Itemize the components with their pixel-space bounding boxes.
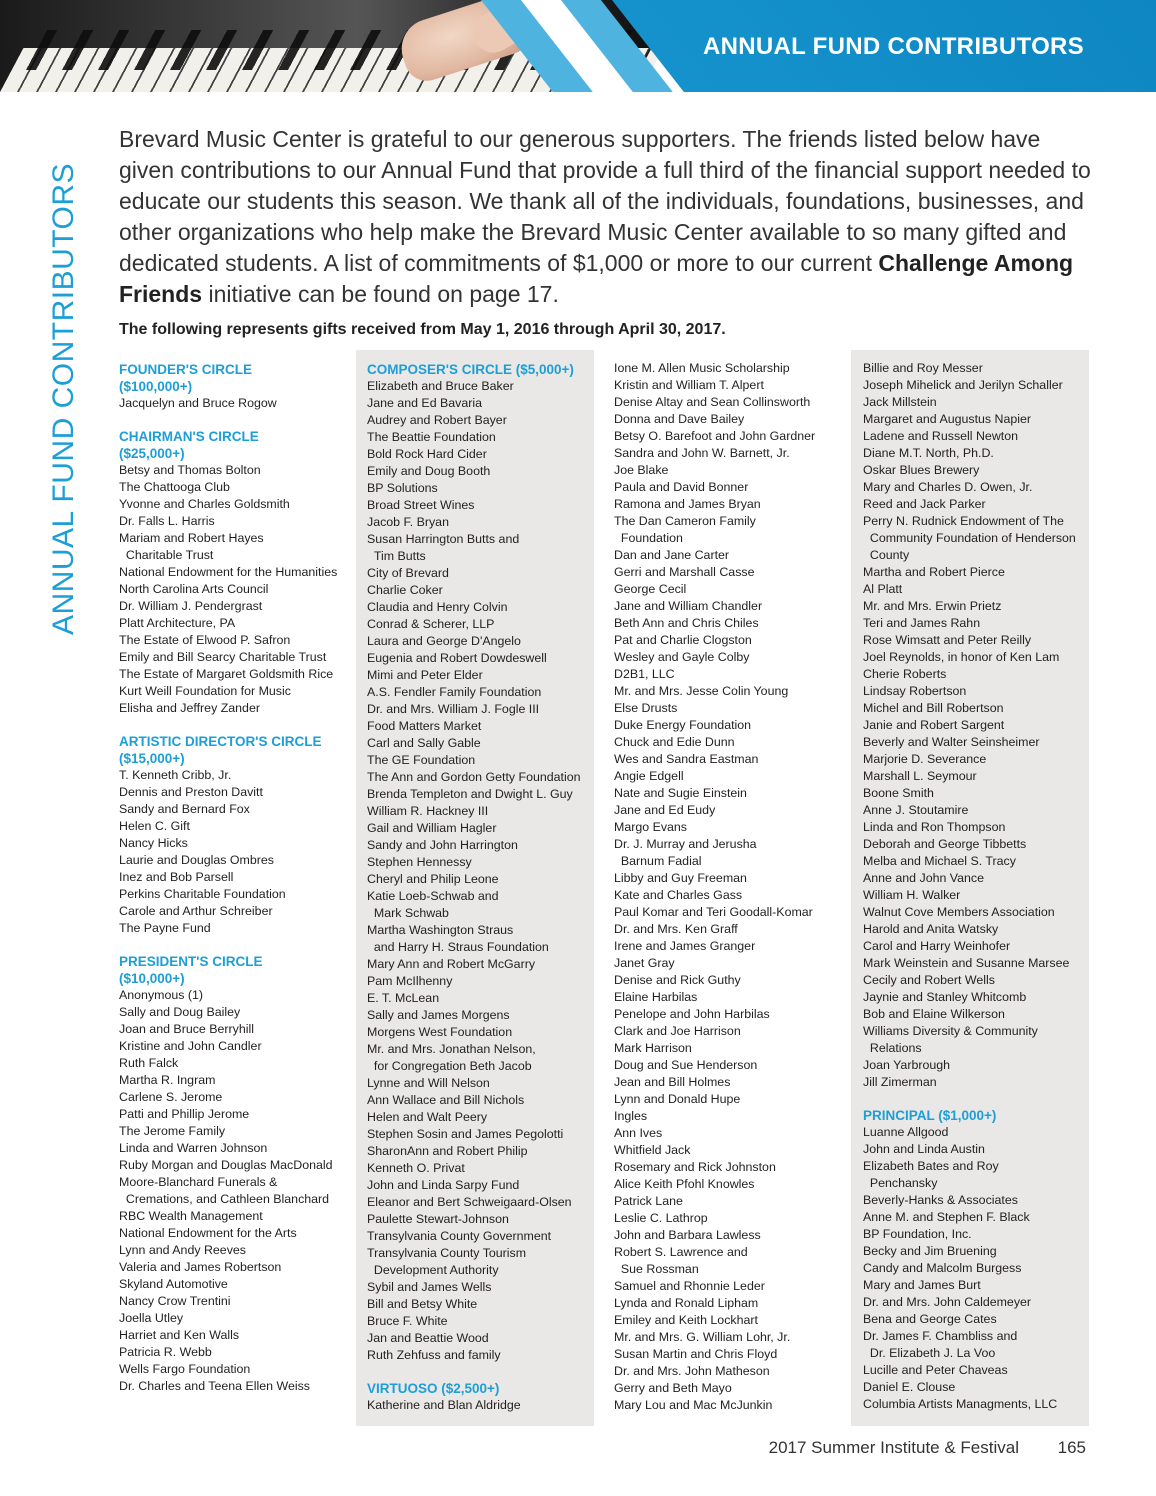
donor-name: Boone Smith	[863, 786, 934, 800]
donor-name: E. T. McLean	[367, 991, 440, 1005]
donor-name: Inez and Bob Parsell	[119, 870, 234, 884]
donor-name: Kurt Weill Foundation for Music	[119, 684, 291, 698]
donor-name: Dr. Falls L. Harris	[119, 514, 215, 528]
donor-name: County	[863, 548, 910, 562]
donor-name: National Endowment for the Arts	[119, 1226, 297, 1240]
donor-name: Michel and Bill Robertson	[863, 701, 1004, 715]
donor-name: Pam McIlhenny	[367, 974, 453, 988]
donor-name: Food Matters Market	[367, 719, 482, 733]
donor-name: Dennis and Preston Davitt	[119, 785, 263, 799]
donor-name: Rosemary and Rick Johnston	[614, 1160, 776, 1174]
donor-name: Chuck and Edie Dunn	[614, 735, 735, 749]
donor-name: The Ann and Gordon Getty Foundation	[367, 770, 581, 784]
donor-list	[367, 1397, 594, 1414]
donor-name: Tim Butts	[367, 549, 426, 563]
donor-name: Emiley and Keith Lockhart	[614, 1313, 758, 1327]
donor-name: Anne and John Vance	[863, 871, 985, 885]
donor-name: Moore-Blanchard Funerals &	[119, 1175, 278, 1189]
donor-name: Pat and Charlie Clogston	[614, 633, 752, 647]
donor-name: Beverly and Walter Seinsheimer	[863, 735, 1040, 749]
donor-name: Cheryl and Philip Leone	[367, 872, 499, 886]
donor-name: Janet Gray	[614, 956, 675, 970]
donor-name: Mark Harrison	[614, 1041, 692, 1055]
donor-name: Wesley and Gayle Colby	[614, 650, 750, 664]
donor-name: Margaret and Augustus Napier	[863, 412, 1032, 426]
donor-name: Columbia Artists Managments, LLC	[863, 1397, 1058, 1411]
donor-name: Nate and Sugie Einstein	[614, 786, 747, 800]
donor-name: Cherie Roberts	[863, 667, 947, 681]
donor-name: Dan and Jane Carter	[614, 548, 730, 562]
donor-column-2	[356, 350, 594, 1426]
donor-name: Betsy and Thomas Bolton	[119, 463, 261, 477]
donor-name: Development Authority	[367, 1263, 499, 1277]
donor-name: RBC Wealth Management	[119, 1209, 263, 1223]
donor-name: Mary and James Burt	[863, 1278, 981, 1292]
donor-name: Valeria and James Robertson	[119, 1260, 282, 1274]
donor-name: Elisha and Jeffrey Zander	[119, 701, 260, 715]
header-banner	[0, 0, 1156, 92]
donor-name: Leslie C. Lathrop	[614, 1211, 708, 1225]
donor-name: Doug and Sue Henderson	[614, 1058, 758, 1072]
donor-list	[119, 767, 351, 937]
donor-name: Marshall L. Seymour	[863, 769, 977, 783]
donor-name: The Beattie Foundation	[367, 430, 496, 444]
donor-name: Emily and Bill Searcy Charitable Trust	[119, 650, 327, 664]
section-title: ANNUAL FUND CONTRIBUTORS	[703, 33, 1084, 60]
donor-name: William R. Hackney III	[367, 804, 489, 818]
donor-name: and Harry H. Straus Foundation	[367, 940, 549, 954]
donor-name: Sally and James Morgens	[367, 1008, 510, 1022]
donor-name: Eleanor and Bert Schweigaard-Olsen	[367, 1195, 572, 1209]
donor-name: Stephen Hennessy	[367, 855, 472, 869]
donor-name: Lindsay Robertson	[863, 684, 967, 698]
donor-name: Marjorie D. Severance	[863, 752, 987, 766]
intro-paragraph	[119, 124, 1094, 310]
donor-name: Ruth Falck	[119, 1056, 179, 1070]
donor-name: Penchansky	[863, 1176, 938, 1190]
donor-name: Dr. Elizabeth J. La Voo	[863, 1346, 996, 1360]
donor-name: Elizabeth and Bruce Baker	[367, 379, 514, 393]
donor-name: Anonymous (1)	[119, 988, 204, 1002]
donor-name: Sandy and Bernard Fox	[119, 802, 250, 816]
donor-name: Ramona and James Bryan	[614, 497, 761, 511]
donor-name: Beth Ann and Chris Chiles	[614, 616, 759, 630]
donor-name: Eugenia and Robert Dowdeswell	[367, 651, 547, 665]
donor-name: Laura and George D'Angelo	[367, 634, 521, 648]
donor-name: Jack Millstein	[863, 395, 937, 409]
donor-name: Claudia and Henry Colvin	[367, 600, 508, 614]
donor-name: Candy and Malcolm Burgess	[863, 1261, 1022, 1275]
donor-name: Katherine and Blan Aldridge	[367, 1398, 521, 1412]
challenge-link-text: Challenge Among Friends	[119, 250, 1074, 307]
donor-name: Mr. and Mrs. Jesse Colin Young	[614, 684, 789, 698]
donor-name: Susan Martin and Chris Floyd	[614, 1347, 778, 1361]
donor-name: Martha Washington Straus	[367, 923, 514, 937]
donor-name: for Congregation Beth Jacob	[367, 1059, 532, 1073]
donor-name: Bill and Betsy White	[367, 1297, 478, 1311]
donor-section	[367, 1380, 594, 1414]
donor-name: SharonAnn and Robert Philip	[367, 1144, 528, 1158]
donor-name: Platt Architecture, PA	[119, 616, 236, 630]
giving-level-heading: ($25,000+)	[119, 446, 185, 461]
donor-name: Transylvania County Government	[367, 1229, 552, 1243]
donor-name: Dr. and Mrs. William J. Fogle III	[367, 702, 540, 716]
donor-name: Margo Evans	[614, 820, 688, 834]
donor-name: Nancy Crow Trentini	[119, 1294, 231, 1308]
donor-name: Rose Wimsatt and Peter Reilly	[863, 633, 1032, 647]
donor-name: Wells Fargo Foundation	[119, 1362, 251, 1376]
donor-name: Linda and Ron Thompson	[863, 820, 1006, 834]
donor-name: Yvonne and Charles Goldsmith	[119, 497, 290, 511]
donor-name: Deborah and George Tibbetts	[863, 837, 1027, 851]
donor-name: Duke Energy Foundation	[614, 718, 752, 732]
donor-name: Walnut Cove Members Association	[863, 905, 1055, 919]
publication-title: 2017 Summer Institute & Festival	[768, 1438, 1019, 1457]
donor-name: Lynda and Ronald Lipham	[614, 1296, 759, 1310]
giving-level-heading: ($100,000+)	[119, 379, 193, 394]
donor-section	[119, 361, 351, 412]
giving-level-heading: ($10,000+)	[119, 971, 185, 986]
donor-name: Patrick Lane	[614, 1194, 683, 1208]
donor-name: Donna and Dave Bailey	[614, 412, 745, 426]
donor-name: Martha R. Ingram	[119, 1073, 216, 1087]
donor-column-4	[851, 350, 1089, 1426]
donor-name: Denise Altay and Sean Collinsworth	[614, 395, 811, 409]
donor-name: Harriet and Ken Walls	[119, 1328, 240, 1342]
donor-name: Mr. and Mrs. Erwin Prietz	[863, 599, 1002, 613]
donor-name: Conrad & Scherer, LLP	[367, 617, 495, 631]
date-range-note: The following represents gifts received from May 1, 2016 through April 30, 2017.	[119, 321, 726, 338]
donor-name: Perry N. Rudnick Endowment of The	[863, 514, 1064, 528]
donor-name: Ruth Zehfuss and family	[367, 1348, 501, 1362]
donor-name: Sybil and James Wells	[367, 1280, 492, 1294]
donor-name: Dr. and Mrs. John Caldemeyer	[863, 1295, 1032, 1309]
donor-name: Paul Komar and Teri Goodall-Komar	[614, 905, 813, 919]
donor-name: Paulette Stewart-Johnson	[367, 1212, 509, 1226]
donor-name: Reed and Jack Parker	[863, 497, 986, 511]
donor-name: Mark Weinstein and Susanne Marsee	[863, 956, 1070, 970]
donor-name: Samuel and Rhonnie Leder	[614, 1279, 765, 1293]
donor-name: Joel Reynolds, in honor of Ken Lam	[863, 650, 1060, 664]
donor-name: The Estate of Margaret Goldsmith Rice	[119, 667, 334, 681]
giving-level-heading: COMPOSER'S CIRCLE ($5,000+)	[367, 362, 574, 377]
donor-name: Jan and Beattie Wood	[367, 1331, 489, 1345]
donor-name: Community Foundation of Henderson	[863, 531, 1076, 545]
donor-name: Broad Street Wines	[367, 498, 475, 512]
donor-name: Brenda Templeton and Dwight L. Guy	[367, 787, 573, 801]
donor-list	[119, 395, 351, 412]
donor-name: Penelope and John Harbilas	[614, 1007, 770, 1021]
donor-name: Paula and David Bonner	[614, 480, 749, 494]
donor-name: Carlene S. Jerome	[119, 1090, 223, 1104]
donor-name: Foundation	[614, 531, 683, 545]
donor-name: Ladene and Russell Newton	[863, 429, 1018, 443]
donor-name: Sue Rossman	[614, 1262, 699, 1276]
donor-name: Susan Harrington Butts and	[367, 532, 520, 546]
donor-name: Libby and Guy Freeman	[614, 871, 747, 885]
donor-name: North Carolina Arts Council	[119, 582, 269, 596]
donor-name: The Chattooga Club	[119, 480, 230, 494]
donor-section	[863, 1107, 1089, 1413]
donor-name: Mariam and Robert Hayes	[119, 531, 264, 545]
donor-name: Cremations, and Cathleen Blanchard	[119, 1192, 330, 1206]
donor-name: Nancy Hicks	[119, 836, 188, 850]
donor-name: Dr. and Mrs. Ken Graff	[614, 922, 738, 936]
page-footer	[0, 1438, 1156, 1468]
donor-list	[367, 378, 594, 1364]
donor-name: Bold Rock Hard Cider	[367, 447, 487, 461]
donor-section	[119, 428, 351, 717]
donor-name: Mark Schwab	[367, 906, 449, 920]
donor-name: Barnum Fadial	[614, 854, 702, 868]
donor-name: T. Kenneth Cribb, Jr.	[119, 768, 232, 782]
donor-list	[863, 1124, 1089, 1413]
donor-name: Carole and Arthur Schreiber	[119, 904, 273, 918]
donor-name: Sally and Doug Bailey	[119, 1005, 241, 1019]
donor-name: Stephen Sosin and James Pegolotti	[367, 1127, 564, 1141]
donor-column-1	[119, 350, 351, 1411]
donor-name: The Dan Cameron Family	[614, 514, 756, 528]
donor-name: Joseph Mihelick and Jerilyn Schaller	[863, 378, 1063, 392]
donor-name: Linda and Warren Johnson	[119, 1141, 268, 1155]
donor-name: Ingles	[614, 1109, 648, 1123]
giving-level-heading: VIRTUOSO ($2,500+)	[367, 1381, 500, 1396]
donor-name: Luanne Allgood	[863, 1125, 949, 1139]
donor-name: Joe Blake	[614, 463, 669, 477]
donor-name: Robert S. Lawrence and	[614, 1245, 748, 1259]
donor-name: Dr. James F. Chambliss and	[863, 1329, 1018, 1343]
donor-section	[119, 733, 351, 937]
donor-name: Jacob F. Bryan	[367, 515, 449, 529]
donor-name: The Payne Fund	[119, 921, 211, 935]
donor-name: Lynne and Will Nelson	[367, 1076, 490, 1090]
giving-level-heading: PRINCIPAL ($1,000+)	[863, 1108, 997, 1123]
donor-list	[119, 987, 351, 1395]
donor-name: Mr. and Mrs. Jonathan Nelson,	[367, 1042, 536, 1056]
donor-name: Carol and Harry Weinhofer	[863, 939, 1011, 953]
donor-name: John and Barbara Lawless	[614, 1228, 761, 1242]
donor-name: William H. Walker	[863, 888, 961, 902]
donor-name: Ann Wallace and Bill Nichols	[367, 1093, 525, 1107]
donor-name: Jacquelyn and Bruce Rogow	[119, 396, 277, 410]
donor-section	[367, 361, 594, 1364]
donor-name: Kristine and John Candler	[119, 1039, 262, 1053]
donor-name: Angie Edgell	[614, 769, 684, 783]
vertical-section-title	[47, 115, 81, 635]
donor-name: Ruby Morgan and Douglas MacDonald	[119, 1158, 333, 1172]
donor-name: Perkins Charitable Foundation	[119, 887, 286, 901]
donor-name: Billie and Roy Messer	[863, 361, 983, 375]
donor-list	[863, 360, 1089, 1091]
donor-name: Al Platt	[863, 582, 903, 596]
donor-name: Jill Zimerman	[863, 1075, 937, 1089]
donor-name: Charitable Trust	[119, 548, 214, 562]
donor-name: Denise and Rick Guthy	[614, 973, 741, 987]
intro-text-1: Brevard Music Center is grateful to our generous supporters. The friends listed below have given contributions to our Annual Fund that provide a full third of the financial support needed to educate our students this season. We thank all of the individuals, foundations, businesses, and other organizations who help make the Brevard Music Center available to so many gifted and dedicated students. A list of commitments of $1,000 or more to our current	[119, 126, 1091, 276]
donor-name: Kenneth O. Privat	[367, 1161, 465, 1175]
donor-name: The GE Foundation	[367, 753, 476, 767]
donor-name: Relations	[863, 1041, 922, 1055]
donor-name: Jane and Ed Eudy	[614, 803, 716, 817]
donor-name: Mr. and Mrs. G. William Lohr, Jr.	[614, 1330, 791, 1344]
donor-name: Bob and Elaine Wilkerson	[863, 1007, 1005, 1021]
donor-name: Melba and Michael S. Tracy	[863, 854, 1016, 868]
donor-name: Becky and Jim Bruening	[863, 1244, 997, 1258]
donor-name: Harold and Anita Watsky	[863, 922, 999, 936]
giving-level-heading: FOUNDER'S CIRCLE	[119, 362, 252, 377]
donor-name: Ione M. Allen Music Scholarship	[614, 361, 790, 375]
donor-name: George Cecil	[614, 582, 687, 596]
donor-name: Jean and Bill Holmes	[614, 1075, 731, 1089]
donor-name: Gerry and Beth Mayo	[614, 1381, 732, 1395]
donor-name: Kate and Charles Gass	[614, 888, 743, 902]
donor-name: Anne M. and Stephen F. Black	[863, 1210, 1030, 1224]
donor-name: Jaynie and Stanley Whitcomb	[863, 990, 1027, 1004]
donor-name: National Endowment for the Humanities	[119, 565, 338, 579]
donor-name: Anne J. Stoutamire	[863, 803, 969, 817]
donor-section	[614, 360, 844, 1414]
donor-name: Alice Keith Pfohl Knowles	[614, 1177, 755, 1191]
donor-name: Joan and Bruce Berryhill	[119, 1022, 254, 1036]
donor-name: Transylvania County Tourism	[367, 1246, 527, 1260]
donor-name: Oskar Blues Brewery	[863, 463, 980, 477]
donor-name: Kristin and William T. Alpert	[614, 378, 764, 392]
donor-name: Cecily and Robert Wells	[863, 973, 995, 987]
donor-name: Lynn and Donald Hupe	[614, 1092, 741, 1106]
donor-name: BP Solutions	[367, 481, 438, 495]
donor-name: Betsy O. Barefoot and John Gardner	[614, 429, 816, 443]
page-number: 165	[1057, 1438, 1086, 1457]
donor-name: Bruce F. White	[367, 1314, 448, 1328]
donor-name: Morgens West Foundation	[367, 1025, 513, 1039]
donor-name: Mimi and Peter Elder	[367, 668, 483, 682]
donor-name: Helen C. Gift	[119, 819, 190, 833]
giving-level-heading: PRESIDENT'S CIRCLE	[119, 954, 263, 969]
donor-name: Ann Ives	[614, 1126, 663, 1140]
donor-name: The Estate of Elwood P. Safron	[119, 633, 291, 647]
donor-name: Daniel E. Clouse	[863, 1380, 956, 1394]
donor-name: Lucille and Peter Chaveas	[863, 1363, 1008, 1377]
donor-name: Mary Lou and Mac McJunkin	[614, 1398, 773, 1412]
donor-name: Gerri and Marshall Casse	[614, 565, 755, 579]
donor-name: Joan Yarbrough	[863, 1058, 951, 1072]
donor-name: Charlie Coker	[367, 583, 443, 597]
donor-name: Else Drusts	[614, 701, 678, 715]
donor-name: Dr. and Mrs. John Matheson	[614, 1364, 770, 1378]
donor-name: Elaine Harbilas	[614, 990, 698, 1004]
donor-name: Patricia R. Webb	[119, 1345, 212, 1359]
donor-name: Sandra and John W. Barnett, Jr.	[614, 446, 790, 460]
donor-name: Clark and Joe Harrison	[614, 1024, 741, 1038]
donor-name: Laurie and Douglas Ombres	[119, 853, 274, 867]
donor-name: John and Linda Austin	[863, 1142, 985, 1156]
donor-name: Diane M.T. North, Ph.D.	[863, 446, 994, 460]
donor-name: Beverly-Hanks & Associates	[863, 1193, 1018, 1207]
donor-name: Whitfield Jack	[614, 1143, 691, 1157]
donor-name: Williams Diversity & Community	[863, 1024, 1038, 1038]
donor-name: Martha and Robert Pierce	[863, 565, 1005, 579]
vertical-title-rest: CONTRIBUTORS	[47, 162, 80, 418]
donor-list	[119, 462, 351, 717]
donor-name: Joella Utley	[119, 1311, 184, 1325]
donor-name: The Jerome Family	[119, 1124, 226, 1138]
donor-section	[863, 360, 1089, 1091]
donor-name: John and Linda Sarpy Fund	[367, 1178, 520, 1192]
donor-name: Irene and James Granger	[614, 939, 756, 953]
donor-name: Dr. William J. Pendergrast	[119, 599, 263, 613]
donor-name: Skyland Automotive	[119, 1277, 228, 1291]
donor-name: Teri and James Rahn	[863, 616, 981, 630]
donor-name: City of Brevard	[367, 566, 449, 580]
donor-name: Bena and George Cates	[863, 1312, 997, 1326]
giving-level-heading: CHAIRMAN'S CIRCLE	[119, 429, 259, 444]
donor-name: Audrey and Robert Bayer	[367, 413, 507, 427]
donor-name: A.S. Fendler Family Foundation	[367, 685, 542, 699]
donor-name: Elizabeth Bates and Roy	[863, 1159, 999, 1173]
donor-section	[119, 953, 351, 1395]
donor-column-3	[614, 350, 844, 1430]
giving-level-heading: ($15,000+)	[119, 751, 185, 766]
donor-name: Janie and Robert Sargent	[863, 718, 1005, 732]
donor-name: Dr. J. Murray and Jerusha	[614, 837, 757, 851]
donor-name: Patti and Phillip Jerome	[119, 1107, 250, 1121]
donor-name: Jane and Ed Bavaria	[367, 396, 483, 410]
donor-name: Carl and Sally Gable	[367, 736, 481, 750]
donor-name: Gail and William Hagler	[367, 821, 497, 835]
giving-level-heading: ARTISTIC DIRECTOR'S CIRCLE	[119, 734, 322, 749]
donor-list	[614, 360, 844, 1414]
donor-name: Mary Ann and Robert McGarry	[367, 957, 536, 971]
donor-name: Jane and William Chandler	[614, 599, 763, 613]
donor-name: Emily and Doug Booth	[367, 464, 491, 478]
donor-name: Mary and Charles D. Owen, Jr.	[863, 480, 1033, 494]
donor-name: D2B1, LLC	[614, 667, 675, 681]
donor-name: Katie Loeb-Schwab and	[367, 889, 499, 903]
donor-name: Wes and Sandra Eastman	[614, 752, 759, 766]
donor-name: Sandy and John Harrington	[367, 838, 518, 852]
donor-name: Helen and Walt Peery	[367, 1110, 488, 1124]
donor-name: BP Foundation, Inc.	[863, 1227, 972, 1241]
donor-name: Lynn and Andy Reeves	[119, 1243, 246, 1257]
donor-name: Dr. Charles and Teena Ellen Weiss	[119, 1379, 311, 1393]
vertical-title-lead: ANNUAL FUND	[47, 417, 80, 635]
intro-text-2: initiative can be found on page 17.	[202, 281, 559, 307]
